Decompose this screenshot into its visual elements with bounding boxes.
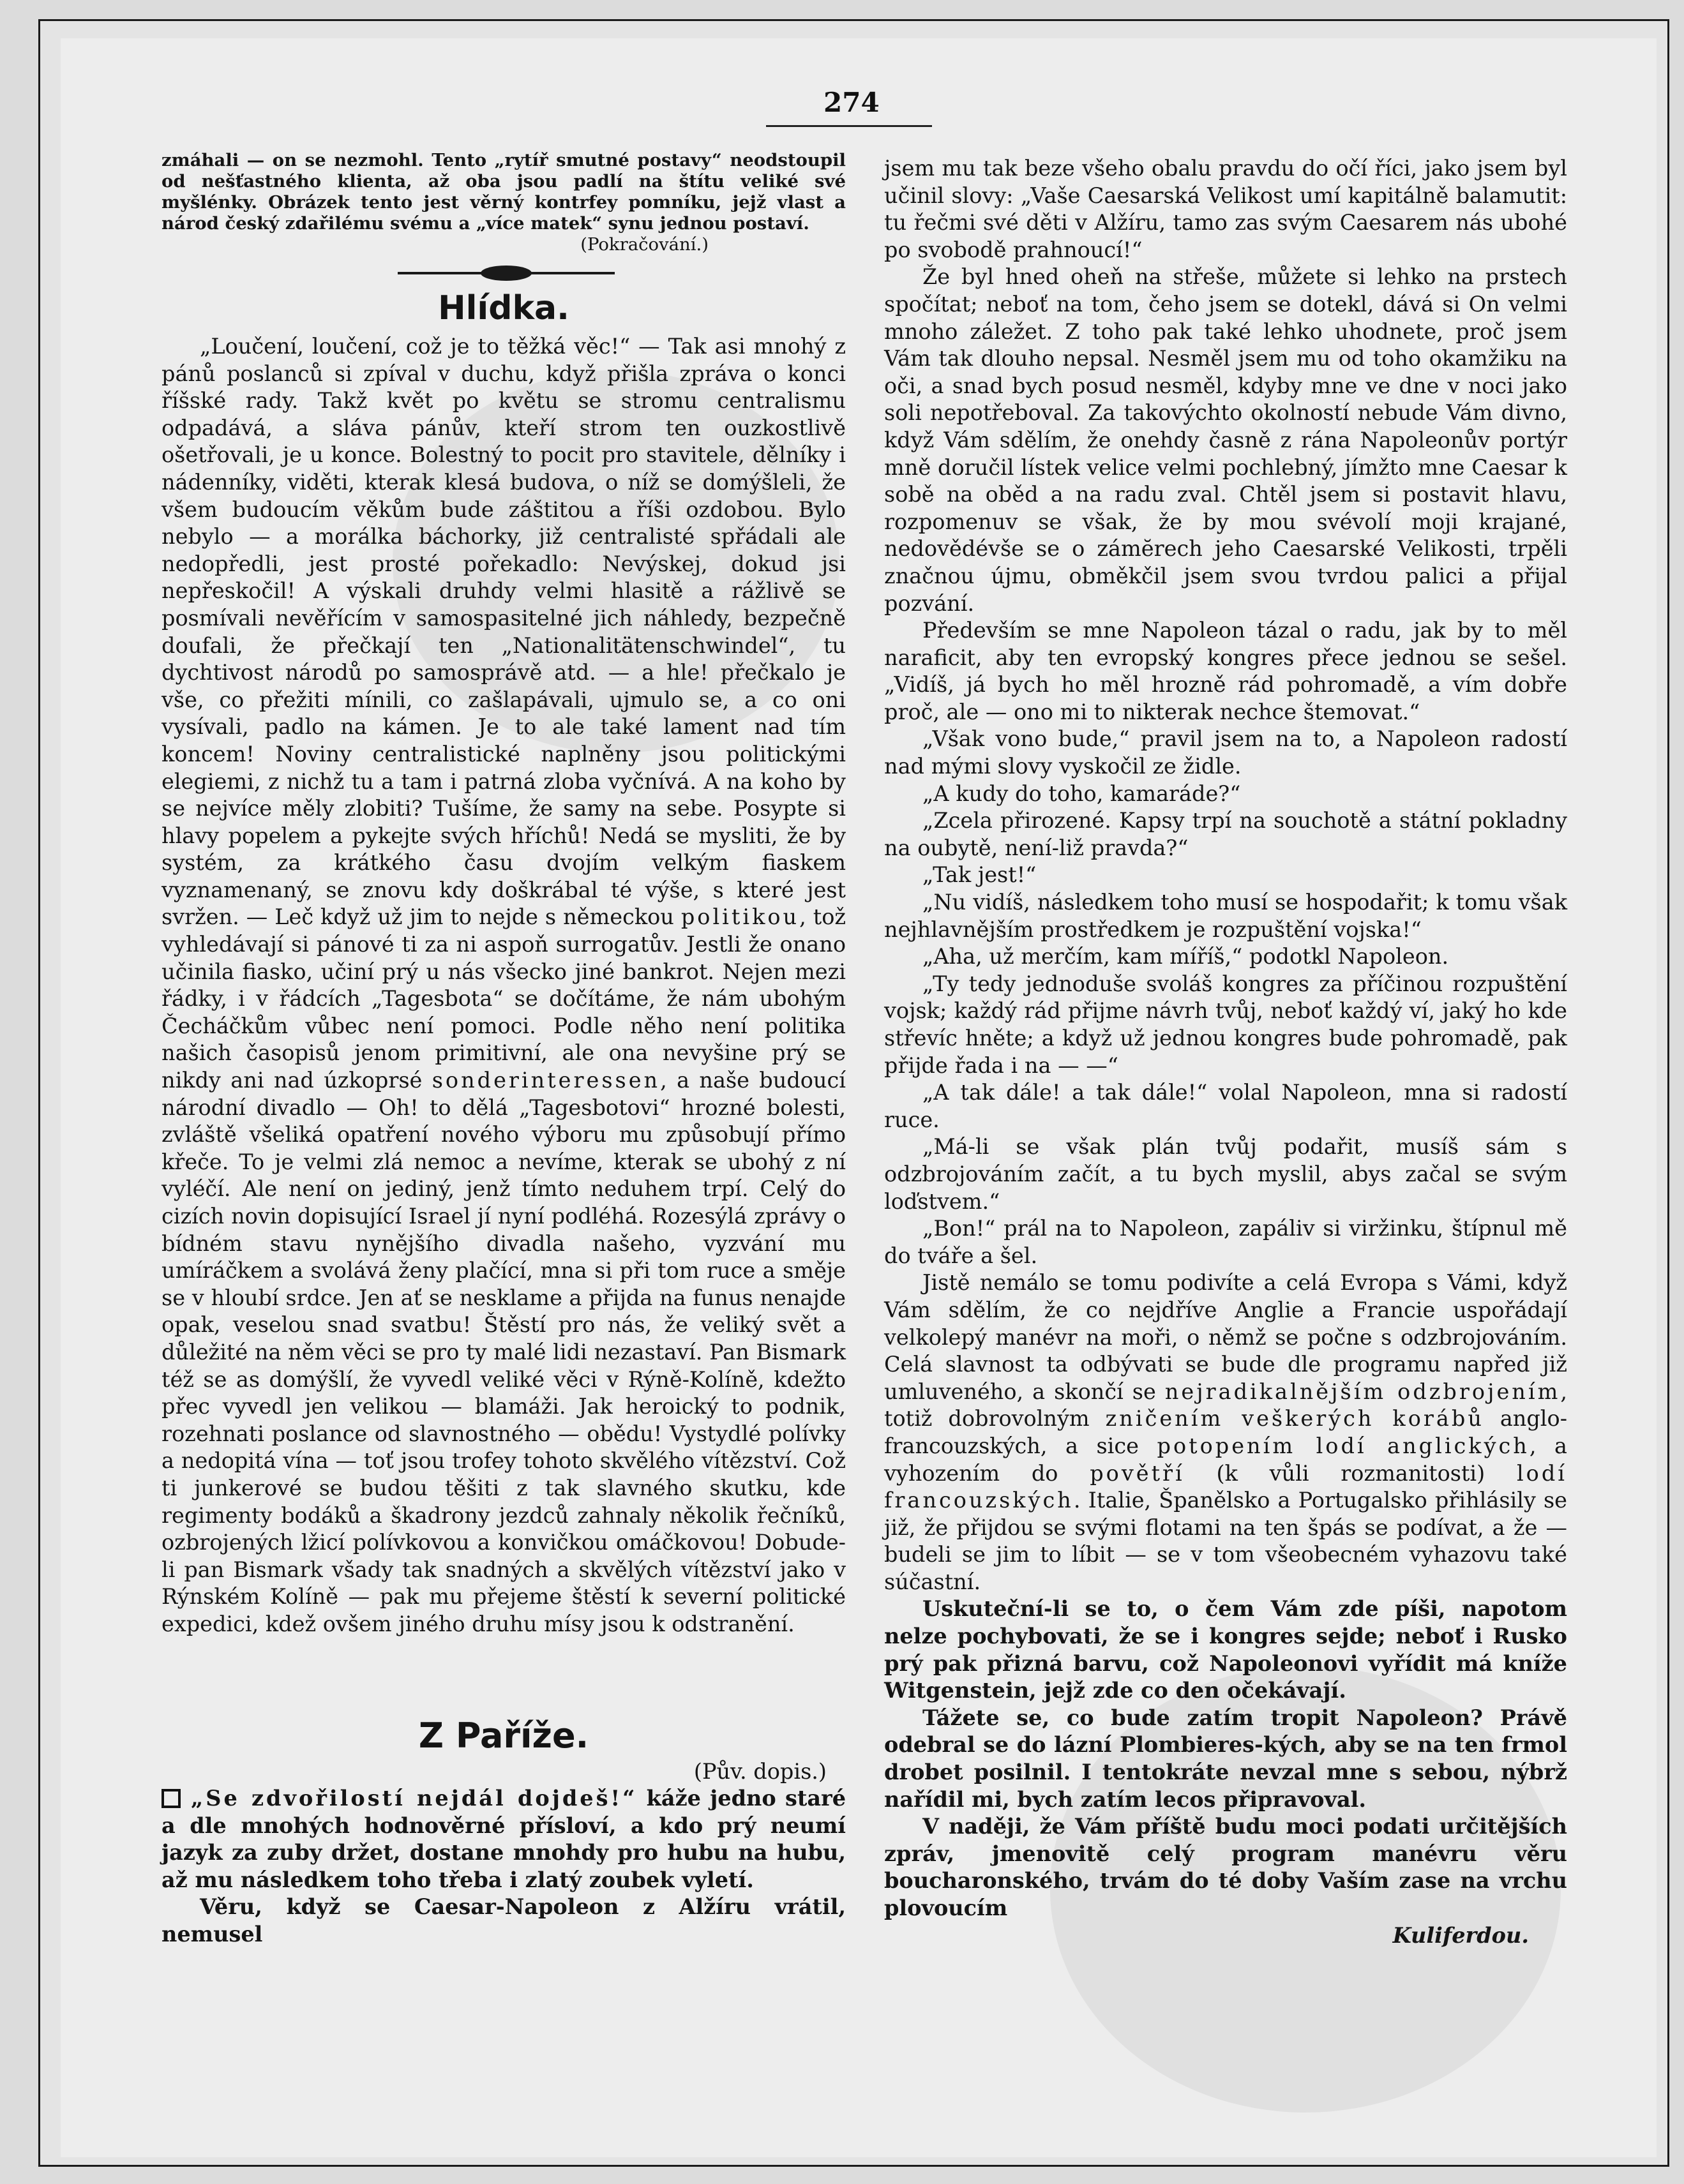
page-number-rule bbox=[766, 125, 932, 127]
motto: „Se zdvořilostí nejdál dojdeš!“ bbox=[191, 1786, 638, 1811]
square-bullet-icon bbox=[162, 1789, 181, 1808]
section-title-pariz: Z Paříže. bbox=[418, 1715, 589, 1756]
pariz-text-2: Věru, když se Caesar-Napoleon z Alžíru vrátil, nemusel bbox=[162, 1894, 846, 1947]
paragraph: Především se mne Napoleon tázal o radu, jak by to měl naraficit, aby ten evropský kongres přece jednou se sešel. „Vidíš, já bych ho měl hrozně rád pohromadě, a vím dobře proč, ale — ono mi to nikterak nechce štemovat.“ bbox=[884, 618, 1567, 724]
pariz-opening bbox=[162, 1785, 846, 1894]
text: anglo-francouzských, a sice bbox=[884, 1406, 1568, 1458]
paragraph: „Bon!“ prál na to Napoleon, zapáliv si viržinku, štípnul mě do tváře a šel. bbox=[884, 1216, 1567, 1268]
serial-ending: zmáhali — on se nezmohl. Tento „rytíř smutné postavy“ neodstoupil od nešťastného klienta, až oba jsou padlí na štítu veliké své myšlénky. Obrázek tento jest věrný kontrfey pomníku, jejž vlast a národ český zdařilému svému a „více matek“ synu jednou postaví. bbox=[162, 150, 846, 234]
paragraph: „Aha, už merčím, kam míříš,“ podotkl Napoleon. bbox=[922, 944, 1449, 969]
spaced-text: potopením lodí anglických bbox=[1157, 1433, 1530, 1458]
paragraph: „A kudy do toho, kamaráde?“ bbox=[922, 781, 1241, 806]
paragraph: Že byl hned oheň na střeše, můžete si lehko na prstech spočítat; neboť na tom, čeho jsem se dotekl, dává si On velmi mnoho záležet. Z toho pak také lehko uhodnete, proč jsem Vám tak dlouho nepsal. Nesměl jsem mu od toho okamžiku na oči, a snad bych posud nesměl, kdyby mne ve dne v noci jako soli nepotřeboval. Za takovýchto okolností nebude Vám divno, když Vám sdělím, že onehdy časně z rána Napoleonův portýr mně doručil lístek velice velmi pochlebný, jímžto mne Caesar k sobě na oběd a na radu zval. Chtěl jsem si postavit hlavu, rozpomenuv se však, že by mou svévolí moji krajané, nedovědévše se o zámĕrech jeho Caesarské Velikosti, trpěli značnou újmu, obměkčil jsem svou tvrdou palici a přijal pozvání. bbox=[884, 264, 1567, 616]
paragraph: „Ty tedy jednoduše svoláš kongres za příčinou rozpuštění vojsk; každý rád přijme návrh tvůj, neboť každý ví, jaký ho kde střevíc hněte; a když už jednou kongres bude pohromadě, pak přijde řada i na — —“ bbox=[884, 971, 1567, 1078]
paragraph: „Zcela přirozené. Kapsy trpí na souchotě a státní pokladny na oubytě, není-liž pravda?“ bbox=[884, 808, 1567, 860]
paragraph: Uskuteční-li se to, o čem Vám zde píši, napotom nelze pochybovati, že se i kongres sejde; neboť i Rusko prý pak přizná barvu, což Napoleonovi vyřídit má kníže Witgenstein, jejž zde co den očekávají. bbox=[884, 1596, 1567, 1703]
spaced-word: politikou bbox=[680, 904, 800, 930]
divider-ornament bbox=[481, 266, 532, 281]
paragraph: „Tak jest!“ bbox=[922, 862, 1037, 888]
left-column bbox=[162, 150, 846, 1948]
spaced-text: zničením veškerých korábů bbox=[1105, 1406, 1484, 1432]
paragraph: „Nu vidíš, následkem toho musí se hospodařit; k tomu však nejhlavnějším prostředkem je rozpuštění vojska!“ bbox=[884, 890, 1567, 942]
text: . Italie, Španělsko a Portugalsko přihlásily se již, že přijdou se svými flotami na ten špás se podívat, a že — budeli se jim to líbit — se v tom všeobecném vyhazovu také súčastní. bbox=[884, 1488, 1567, 1594]
text: , totiž dobrovolným bbox=[884, 1379, 1567, 1432]
paragraph: V naději, že Vám příště budu moci podati určitějších zpráv, jmenovitě celý program manévru věru boucharonského, trvám do té doby Vaším zase na vrchu plovoucím bbox=[884, 1814, 1567, 1920]
text: Jistě nemálo se tomu podivíte a celá Evropa s Vámi, když Vám sdělím, že co nejdříve Anglie a Francie uspořádají velkolepý manévr na moři, o němž se počne s odzbrojováním. Celá slavnost ta odbývati se bude dle programu napřed již umluveného, a skončí se bbox=[884, 1270, 1567, 1404]
page-number: 274 bbox=[823, 87, 880, 118]
paragraph: „Má-li se však plán tvůj podařit, musíš sám s odzbrojováním začít, a tu bych myslil, abys začal se svým loďstvem.“ bbox=[884, 1134, 1567, 1214]
hlidka-paragraph bbox=[162, 333, 846, 1638]
pariz-text-1: káže jedno staré a dle mnohých hodnověrné přísloví, a kdo prý neumí jazyk za zuby držet, dostane mnohdy pro hubu na hubu, až mu následkem toho třeba i zlatý zoubek vyletí. bbox=[162, 1786, 846, 1892]
spaced-text: lodí francouzských bbox=[884, 1460, 1567, 1513]
hlidka-text-3: , a naše budoucí národní divadlo — Oh! to dělá „Tagesbotovi“ hrozné bolesti, zvláště všeliká opatření nového výboru mu způsobují přímo křeče. To je velmi zlá nemoc a nevíme, kterak se ubohý z ní vyléčí. Ale není on jediný, jenž tímto neduhem trpí. Celý do cizích novin dopisující Israel jí nyní podléhá. Rozesýlá zprávy o bídném stavu nynějšího divadla našeho, vyzvání mu umíráčkem a svolává ženy plačící, mna si při tom ruce a směje se v hloubí srdce. Jen ať se nesklame a přijda na funus nenajde opak, veselou snad svatbu! Štěstí pro nás, že veliký svět a důležité na něm věci se pro ty malé lidi nezastaví. Pan Bismark též se as domýšlí, že vyvedl veliké věci v Rýně-Kolíně, kdežto přec vyvedl jen velikou — blamáži. Jak heroický to podnik, rozehnati poslance od slavnostného — obědu! Vystydlé polívky a nedopitá vína — toť jsou trofey tohoto skvělého vítězství. Což ti junkerové se budou těšiti z tak slavného skutku, kde regimenty bodáků a škadrony jezdců zahnaly několik řečníků, ozbrojených lžicí polívkovou a konvičkou omáčkovou! Dobude-li pan Bismark všady tak snadných a skvělých vítězství jako v Rýnském Kolíně — pak mu přejeme štěstí k severní politické expedici, kdež ovšem jiného druhu mísy jsou k odstranění. bbox=[162, 1068, 846, 1636]
spaced-text: nejradikalnějším odzbrojením bbox=[1164, 1379, 1561, 1404]
continuation-note: (Pokračování.) bbox=[580, 234, 709, 255]
right-column bbox=[884, 155, 1567, 1949]
paragraph: „A tak dále! a tak dále!“ volal Napoleon, mna si radostí ruce. bbox=[884, 1080, 1567, 1132]
paragraph: Tážete se, co bude zatím tropit Napoleon? Právě odebral se do lázní Plombieres-kých, aby se na ten frmol drobet posilnil. I tentokráte nevzal mne s sebou, nýbrž nařídil mi, bych zatím lecos připravoval. bbox=[884, 1705, 1567, 1812]
spaced-text: povětří bbox=[1090, 1460, 1185, 1486]
section-title-hlidka: Hlídka. bbox=[438, 289, 569, 327]
byline: (Pův. dopis.) bbox=[693, 1758, 827, 1784]
hlidka-text-1: „Loučení, loučení, což je to těžká věc!“ — Tak asi mnohý z pánů poslanců si zpíval v duchu, když přišla zpráva o konci říšské rady. Takž květ po květu se stromu centralismu odpadává, a sláva pánův, kteří strom ten ouzkostlivě ošetřovali, je u konce. Bolestný to pocit pro stavitele, dělníky i nádenníky, viděti, kterak klesá budova, o níž se domýšleli, že všem budoucím věkům bude záštitou a říši ozdobou. Bylo nebylo — a morálka báchorky, již centralisté spřádali ale nedopředli, jest prosté pořekadlo: Nevýskej, dokud jsi nepřeskočil! A výskali druhdy velmi hlasitě a rážlivě se posmívali nevěřícím v samospasitelné jich náhledy, bezpečně doufali, že přečkají ten „Nationalitätenschwindel“, tu dychtivost národů po samosprávě atd. — a hle! přečkalo je vše, co přežiti mínili, co zašlapávali, ujmulo se, a co oni vysívali, padlo na kámen. Je to ale také lament nad tím koncem! Noviny centralistické naplněny jsou politickými elegiemi, z nichž tu a tam i patrná zloba vyčnívá. A na koho by se nejvíce měly zlobiti? Tušíme, že samy na sebe. Posypte si hlavy popelem a pykejte svých hříchů! Nedá se mysliti, že by systém, za krátkého času dvojím velkým fiaskem vyznamenaný, se znovu kdy doškrábal té výše, s které jest svržen. — Leč když už jim to nejde s německou bbox=[162, 334, 846, 930]
paragraph: jsem mu tak beze všeho obalu pravdu do očí říci, jako jsem byl učinil slovy: „Vaše Caesarská Velikost umí kapitálně balamutit: tu řečmi své děti v Alžíru, tamo zas svým Caesarem nás ubohé po svobodě prahnoucí!“ bbox=[884, 156, 1567, 262]
text: (k vůli rozmanitosti) bbox=[1184, 1460, 1485, 1486]
paragraph bbox=[884, 1269, 1567, 1596]
signature: Kuliferdou. bbox=[1392, 1922, 1529, 1948]
paragraph: „Však vono bude,“ pravil jsem na to, a Napoleon radostí nad mými slovy vyskočil ze židle. bbox=[884, 726, 1567, 779]
section-divider bbox=[162, 264, 846, 282]
text: , a vyhozením do bbox=[884, 1433, 1567, 1486]
hlidka-text-2: , tož vyhledávají si pánové ti za ni aspoň surrogatův. Jestli že onano učinila fiasko, učiní prý u nás všecko jiné bankrot. Nejen mezi řádky, i v řádcích „Tagesbota“ se dočítáme, že nám ubohým Čecháčkům vůbec není pomoci. Podle něho není politika našich časopisů jenom primitivní, ale ona nevyšine prý se nikdy ani nad úzkoprsé bbox=[162, 904, 846, 1093]
spaced-word: sonderinteressen bbox=[432, 1068, 661, 1093]
